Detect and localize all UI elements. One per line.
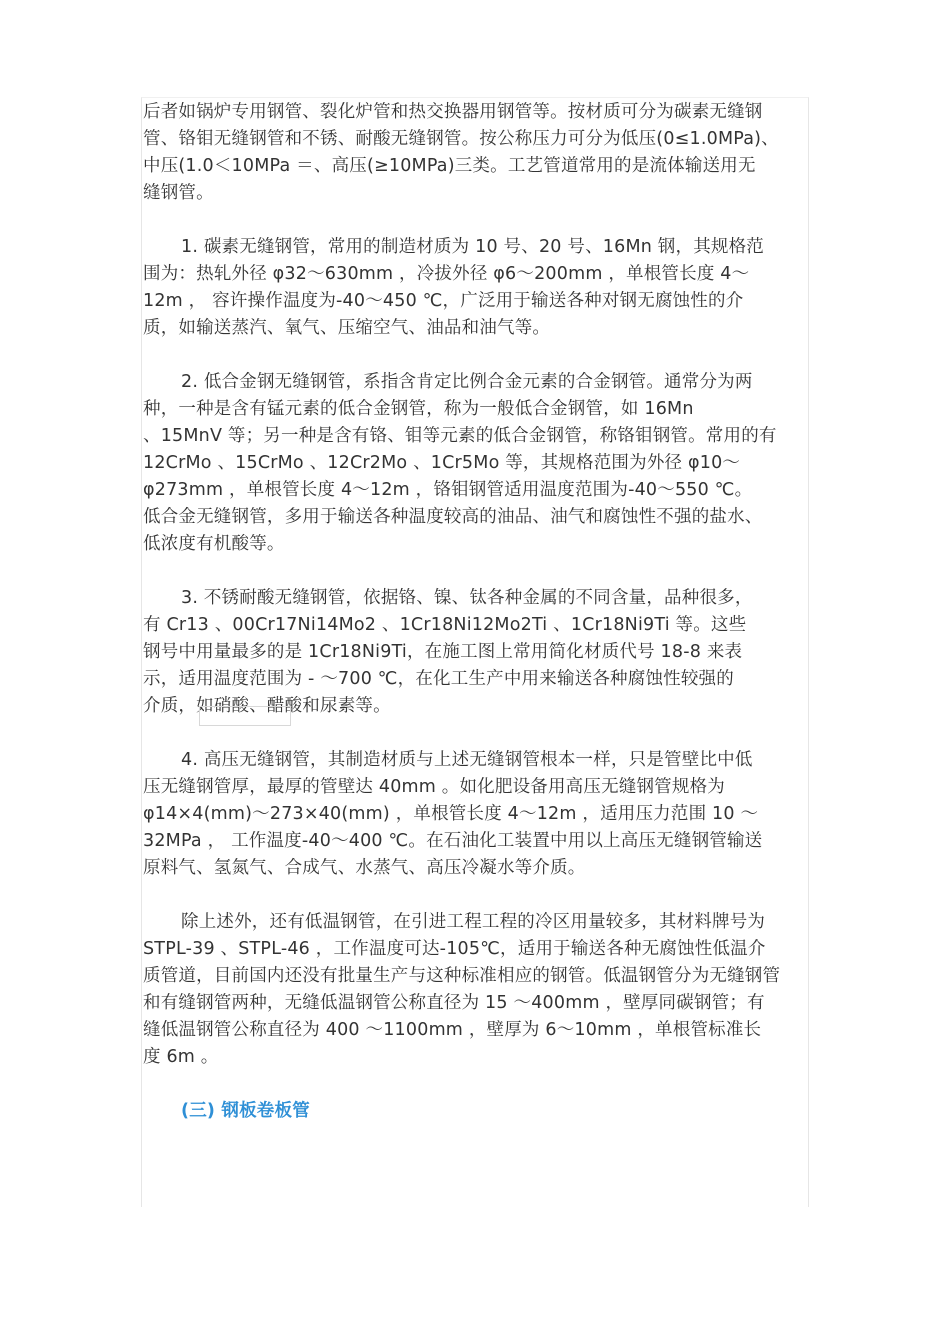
- paragraph-low-alloy-pipe: 2. 低合金钢无缝钢管，系指含肯定比例合金元素的合金钢管。通常分为两 种，一种是含有锰元素的低合金钢管，称为一般低合金钢管，如 16Mn 、15MnV 等；另一种是含有铬、钼等元素的低合金钢管，称铬钼钢管。常用的有 12CrMo 、15CrMo 、12Cr2Mo 、1Cr5Mo 等，其规格范围为外径 φ10～ φ273mm ，单根管长度 4～12m ，铬钼钢管适用温度范围为-40～550 ℃。 低合金无缝钢管，多用于输送各种温度较高的油品、油气和腐蚀性不强的盐水、 低浓度有机酸等。: [143, 372, 777, 554]
- document-body: [143, 99, 819, 1125]
- paragraph-low-temperature-pipe: 除上述外，还有低温钢管，在引进工程工程的冷区用量较多，其材料牌号为 STPL-39 、STPL-46 ，工作温度可达-105℃，适用于输送各种无腐蚀性低温介 质管道，目前国内还没有批量生产与这种标准相应的钢管。低温钢管分为无缝钢管 和有缝钢管两种，无缝低温钢管公称直径为 15 ～400mm ，壁厚同碳钢管；有 缝低温钢管公称直径为 400 ～1100mm ，壁厚为 6～10mm ，单根管标准长 度 6m 。: [143, 912, 781, 1067]
- paragraph-intro: 后者如锅炉专用钢管、裂化炉管和热交换器用钢管等。按材质可分为碳素无缝钢 管、铬钼无缝钢管和不锈、耐酸无缝钢管。按公称压力可分为低压(0≤1.0MPa)、 中压(1.0＜10MPa ＝、高压(≥10MPa)三类。工艺管道常用的是流体输送用无 缝钢管。: [143, 102, 779, 203]
- paragraph-carbon-steel-pipe: 1. 碳素无缝钢管，常用的制造材质为 10 号、20 号、16Mn 钢，其规格范 围为：热轧外径 φ32～630mm ，冷拔外径 φ6～200mm ，单根管长度 4～ 12m ， 容许操作温度为-40～450 ℃，广泛用于输送各种对钢无腐蚀性的介 质，如输送蒸汽、氧气、压缩空气、油品和油气等。: [143, 237, 765, 338]
- paragraph-high-pressure-pipe: 4. 高压无缝钢管，其制造材质与上述无缝钢管根本一样，只是管壁比中低 压无缝钢管厚，最厚的管壁达 40mm 。如化肥设备用高压无缝钢管规格为 φ14×4(mm)～273×40(mm) ，单根管长度 4～12m ，适用压力范围 10 ～ 32MPa ， 工作温度-40～400 ℃。在石油化工装置中用以上高压无缝钢管输送 原料气、氢氮气、合成气、水蒸气、高压冷凝水等介质。: [143, 750, 763, 878]
- section-heading-rolled-plate-pipe: (三) 钢板卷板管: [181, 1101, 310, 1121]
- text-selection-box: [199, 706, 291, 726]
- paragraph-stainless-pipe: 3. 不锈耐酸无缝钢管，依据铬、镍、钛各种金属的不同含量，品种很多， 有 Cr13 、00Cr17Ni14Mo2 、1Cr18Ni12Mo2Ti 、1Cr18Ni9Ti 等。这些 钢号中用量最多的是 1Cr18Ni9Ti，在施工图上常用简化材质代号 18-8 来表 示，适用温度范围为 - ～700 ℃，在化工生产中用来输送各种腐蚀性较强的 介质，如硝酸、醋酸和尿素等。: [143, 588, 753, 716]
